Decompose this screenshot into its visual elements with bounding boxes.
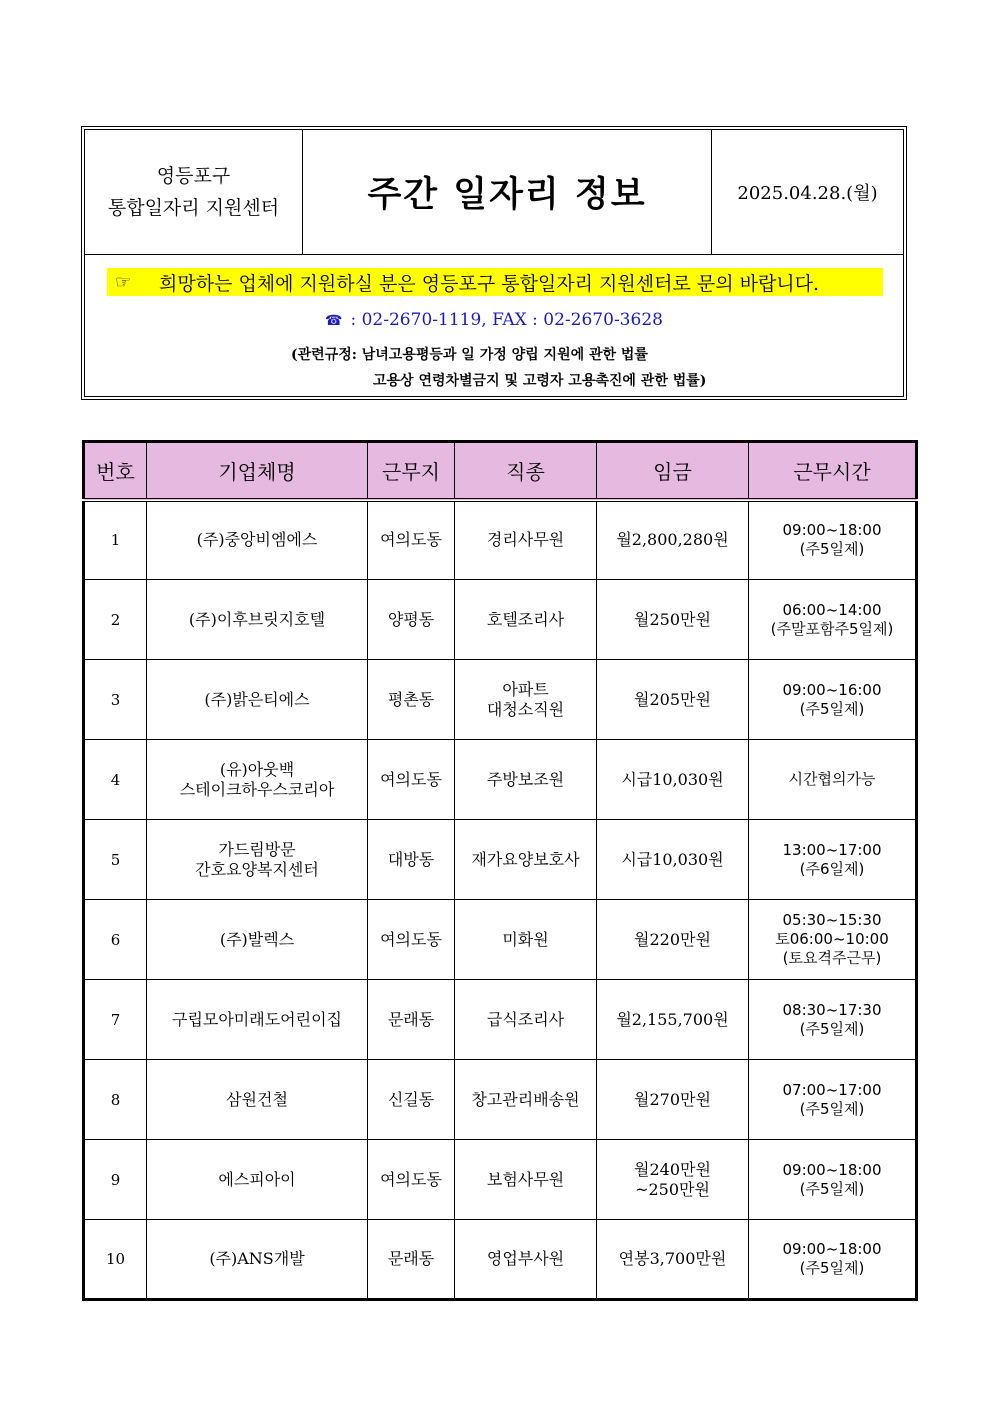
company-name bbox=[147, 740, 368, 820]
notice-banner bbox=[107, 268, 883, 296]
work-hours-line: 토06:00~10:00 bbox=[775, 930, 889, 948]
job-type-line: 보험사무원 bbox=[486, 1169, 565, 1189]
wage-line: ~250만원 bbox=[635, 1179, 710, 1199]
job-type-line: 미화원 bbox=[502, 929, 549, 949]
wage bbox=[597, 500, 749, 580]
job-type-line: 호텔조리사 bbox=[486, 609, 565, 629]
row-number: 5 bbox=[84, 820, 147, 900]
work-hours-line: (토요격주근무) bbox=[782, 949, 882, 967]
company-name bbox=[147, 500, 368, 580]
work-hours-line: (주6일제) bbox=[799, 859, 865, 878]
table-row bbox=[84, 1220, 917, 1300]
row-number: 1 bbox=[84, 500, 147, 580]
wage-line: 월220만원 bbox=[634, 929, 711, 949]
table-row bbox=[84, 900, 917, 980]
work-hours bbox=[749, 500, 917, 580]
work-hours-line: 시간협의가능 bbox=[788, 770, 876, 788]
row-number: 8 bbox=[84, 1060, 147, 1140]
header-box bbox=[81, 126, 907, 400]
work-location: 평촌동 bbox=[368, 660, 455, 740]
job-type bbox=[455, 820, 597, 900]
work-hours-line: 09:00~18:00 bbox=[782, 1240, 882, 1258]
company-name bbox=[147, 580, 368, 660]
row-number: 6 bbox=[84, 900, 147, 980]
company-name-line: (주)ANS개발 bbox=[209, 1249, 305, 1268]
work-hours-line: 06:00~14:00 bbox=[782, 600, 882, 619]
company-name-line: 에스피아이 bbox=[218, 1169, 296, 1189]
company-name-line: 구립모아미래도어린이집 bbox=[171, 1009, 343, 1029]
wage bbox=[597, 900, 749, 980]
wage-line: 월240만원 bbox=[634, 1159, 711, 1179]
table-row bbox=[84, 1140, 917, 1220]
job-type bbox=[455, 1060, 597, 1140]
table-row bbox=[84, 500, 917, 580]
work-location: 문래동 bbox=[368, 980, 455, 1060]
company-name bbox=[147, 900, 368, 980]
column-header-wage: 임금 bbox=[597, 442, 749, 500]
work-hours-line: 09:00~18:00 bbox=[782, 1160, 882, 1179]
work-hours bbox=[749, 1140, 917, 1220]
work-hours-line: (주5일제) bbox=[799, 1259, 865, 1277]
company-name-line: 스테이크하우스코리아 bbox=[179, 779, 335, 799]
work-hours-line: 07:00~17:00 bbox=[782, 1080, 882, 1099]
job-type-line: 경리사무원 bbox=[486, 530, 565, 550]
work-hours bbox=[749, 820, 917, 900]
company-name bbox=[147, 1060, 368, 1140]
wage bbox=[597, 660, 749, 740]
company-name-line: (주)밝은티에스 bbox=[204, 689, 310, 709]
job-type bbox=[455, 580, 597, 660]
telephone-icon: ☎ bbox=[325, 313, 343, 329]
company-name-line: 간호요양복지센터 bbox=[195, 859, 319, 879]
work-hours-line: 13:00~17:00 bbox=[782, 840, 882, 859]
job-type bbox=[455, 660, 597, 740]
law-reference-line-1: (관련규정: 남녀고용평등과 일 가정 양립 지원에 관한 법률 bbox=[291, 347, 648, 363]
row-number: 9 bbox=[84, 1140, 147, 1220]
table-row bbox=[84, 980, 917, 1060]
column-header-company: 기업체명 bbox=[147, 442, 368, 500]
company-name bbox=[147, 1140, 368, 1220]
company-name bbox=[147, 820, 368, 900]
table-body bbox=[84, 500, 917, 1300]
work-hours bbox=[749, 1060, 917, 1140]
wage-line: 월250만원 bbox=[634, 609, 711, 629]
work-hours-line: 05:30~15:30 bbox=[782, 911, 882, 929]
work-hours-line: 09:00~16:00 bbox=[782, 680, 882, 699]
column-header-job: 직종 bbox=[455, 442, 597, 500]
header-top-row bbox=[85, 130, 903, 255]
company-name bbox=[147, 1220, 368, 1300]
work-hours-line: (주5일제) bbox=[799, 540, 865, 559]
wage bbox=[597, 740, 749, 820]
table-row bbox=[84, 820, 917, 900]
work-hours-line: 08:30~17:30 bbox=[782, 1000, 882, 1019]
company-name-line: (주)이후브릿지호텔 bbox=[188, 609, 326, 629]
job-type bbox=[455, 1140, 597, 1220]
row-number: 7 bbox=[84, 980, 147, 1060]
work-hours-line: (주5일제) bbox=[799, 1099, 865, 1118]
work-location: 양평동 bbox=[368, 580, 455, 660]
contact-text: : 02-2670-1119, FAX : 02-2670-3628 bbox=[350, 310, 663, 330]
job-type bbox=[455, 900, 597, 980]
work-hours bbox=[749, 980, 917, 1060]
wage-line: 시급10,030원 bbox=[621, 849, 724, 869]
company-name-line: (주)발렉스 bbox=[219, 929, 295, 949]
row-number: 2 bbox=[84, 580, 147, 660]
wage-line: 연봉3,700만원 bbox=[618, 1249, 727, 1268]
issue-date: 2025.04.28.(월) bbox=[737, 183, 878, 204]
page-title: 주간 일자리 정보 bbox=[303, 130, 712, 254]
notice-text: 희망하는 업체에 지원하실 분은 영등포구 통합일자리 지원센터로 문의 바랍니다. bbox=[159, 272, 820, 295]
organization-line-1: 영등포구 bbox=[156, 165, 231, 187]
job-type-line: 재가요양보호사 bbox=[471, 849, 580, 869]
work-location: 신길동 bbox=[368, 1060, 455, 1140]
contact-info bbox=[85, 310, 903, 330]
job-type-line: 대청소직원 bbox=[486, 699, 565, 719]
wage-line: 월2,800,280원 bbox=[616, 530, 729, 550]
row-number: 4 bbox=[84, 740, 147, 820]
company-name-line: 가드림방문 bbox=[218, 839, 296, 859]
company-name bbox=[147, 980, 368, 1060]
work-hours-line: (주5일제) bbox=[799, 699, 865, 718]
work-location: 여의도동 bbox=[368, 1140, 455, 1220]
company-name-line: 삼원건철 bbox=[226, 1089, 288, 1109]
header-notice-area bbox=[85, 254, 903, 396]
wage bbox=[597, 820, 749, 900]
table-row bbox=[84, 1060, 917, 1140]
wage-line: 월205만원 bbox=[634, 689, 711, 709]
work-location: 대방동 bbox=[368, 820, 455, 900]
organization-name bbox=[85, 130, 303, 254]
table-row bbox=[84, 580, 917, 660]
work-hours bbox=[749, 740, 917, 820]
job-type bbox=[455, 1220, 597, 1300]
wage-line: 월270만원 bbox=[634, 1089, 711, 1109]
company-name-line: (유)아웃백 bbox=[219, 759, 295, 779]
work-hours bbox=[749, 580, 917, 660]
work-location: 문래동 bbox=[368, 1220, 455, 1300]
table-row bbox=[84, 740, 917, 820]
job-type bbox=[455, 980, 597, 1060]
wage-line: 시급10,030원 bbox=[621, 769, 724, 789]
work-location: 여의도동 bbox=[368, 500, 455, 580]
column-header-location: 근무지 bbox=[368, 442, 455, 500]
job-type-line: 급식조리사 bbox=[486, 1009, 565, 1029]
job-type-line: 아파트 bbox=[502, 679, 549, 699]
wage bbox=[597, 1220, 749, 1300]
table-row bbox=[84, 660, 917, 740]
company-name-line: (주)중앙비엠에스 bbox=[196, 530, 318, 550]
row-number: 10 bbox=[84, 1220, 147, 1300]
wage bbox=[597, 580, 749, 660]
table-header-row bbox=[84, 442, 917, 500]
job-type bbox=[455, 500, 597, 580]
work-hours bbox=[749, 1220, 917, 1300]
wage-line: 월2,155,700원 bbox=[616, 1009, 729, 1029]
work-hours-line: 09:00~18:00 bbox=[782, 521, 882, 540]
column-header-number: 번호 bbox=[84, 442, 147, 500]
wage bbox=[597, 980, 749, 1060]
work-hours-line: (주5일제) bbox=[799, 1179, 865, 1198]
work-hours-line: (주말포함주5일제) bbox=[770, 619, 894, 638]
work-hours bbox=[749, 900, 917, 980]
wage bbox=[597, 1140, 749, 1220]
job-type-line: 창고관리배송원 bbox=[471, 1089, 580, 1109]
work-hours bbox=[749, 660, 917, 740]
wage bbox=[597, 1060, 749, 1140]
organization-line-2: 통합일자리 지원센터 bbox=[107, 197, 280, 219]
column-header-hours: 근무시간 bbox=[749, 442, 917, 500]
company-name bbox=[147, 660, 368, 740]
job-type bbox=[455, 740, 597, 820]
job-type-line: 주방보조원 bbox=[486, 769, 565, 789]
job-type-line: 영업부사원 bbox=[486, 1249, 565, 1268]
row-number: 3 bbox=[84, 660, 147, 740]
law-reference-line-2: 고용상 연령차별금지 및 고령자 고용촉진에 관한 법률) bbox=[373, 373, 707, 389]
work-hours-line: (주5일제) bbox=[799, 1019, 865, 1038]
pointing-hand-icon: ☞ bbox=[115, 271, 132, 293]
work-location: 여의도동 bbox=[368, 740, 455, 820]
work-location: 여의도동 bbox=[368, 900, 455, 980]
job-listings-table bbox=[82, 440, 918, 1301]
